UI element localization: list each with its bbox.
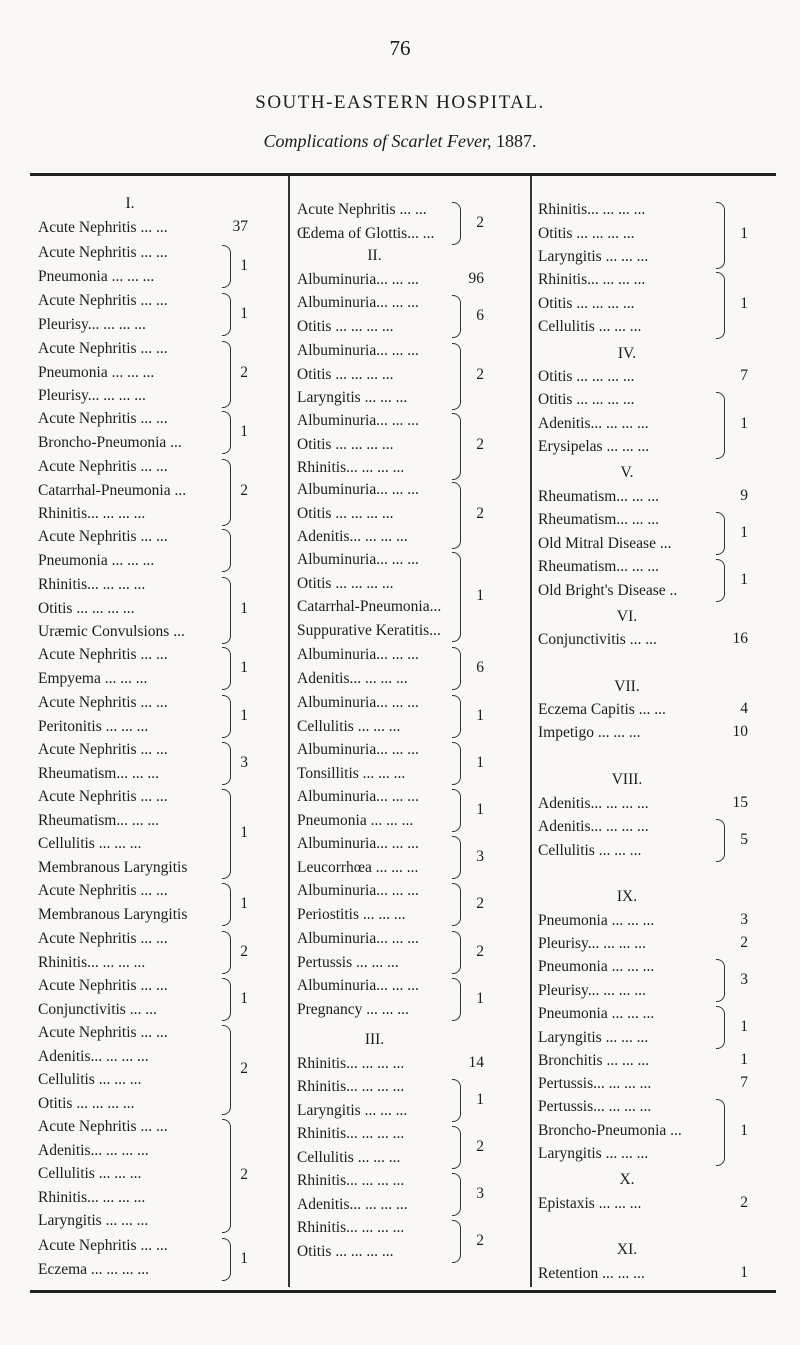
condition-label: Pertussis... ... ... ... xyxy=(538,1075,652,1092)
subtitle-text: Complications of Scarlet Fever, xyxy=(263,131,492,151)
case-count: 1 xyxy=(740,570,748,588)
condition-label: Epistaxis ... ... ... xyxy=(538,1195,642,1212)
condition-label: Rheumatism... ... ... xyxy=(38,764,159,782)
condition-label: Adenitis... ... ... ... xyxy=(297,669,408,687)
condition-label: Old Mitral Disease ... xyxy=(538,534,672,552)
condition-label: Otitis ... ... ... ... xyxy=(297,1242,394,1260)
condition-label: Pleurisy... ... ... ... xyxy=(538,981,646,999)
condition-label: Broncho-Pneumonia ... xyxy=(38,433,182,451)
case-count: 1 xyxy=(740,295,748,313)
case-count: 6 xyxy=(476,658,484,676)
condition-label: Rheumatism... ... ... xyxy=(538,511,659,528)
condition-label: Cellulitis ... ... ... xyxy=(38,1165,142,1182)
condition-label: Œdema of Glottis... ... xyxy=(297,224,435,242)
condition-label: Albuminuria... ... ... xyxy=(297,835,419,852)
column-divider xyxy=(530,176,532,1287)
case-count: 1 xyxy=(240,824,248,841)
condition-label: Uræmic Convulsions ... xyxy=(38,623,185,640)
case-count: 1 xyxy=(476,1090,484,1108)
condition-label: Acute Nephritis ... ... xyxy=(38,458,168,475)
condition-label: Laryngitis ... ... ... xyxy=(538,248,649,265)
condition-label: Eczema ... ... ... ... xyxy=(38,1260,150,1278)
case-count: 2 xyxy=(740,1194,748,1211)
case-count: 1 xyxy=(476,706,484,724)
condition-label: Bronchitis ... ... ... xyxy=(538,1052,650,1069)
condition-label: Laryngitis ... ... ... xyxy=(38,1212,149,1229)
condition-label: Erysipelas ... ... ... xyxy=(538,438,650,455)
condition-label: Adenitis... ... ... ... xyxy=(538,795,649,812)
condition-label: Acute Nephritis ... ... xyxy=(38,528,168,545)
condition-label: Leucorrhœa ... ... ... xyxy=(297,858,419,876)
case-count: 15 xyxy=(732,794,748,811)
condition-label: Pneumonia ... ... ... xyxy=(38,267,155,285)
case-count: 3 xyxy=(240,753,248,771)
condition-label: Acute Nephritis ... ... xyxy=(38,340,168,357)
condition-label: Rhinitis... ... ... ... xyxy=(297,459,405,476)
condition-label: Acute Nephritis ... ... xyxy=(38,292,168,309)
condition-label: Retention ... ... ... xyxy=(538,1265,645,1282)
condition-label: Pneumonia ... ... ... xyxy=(538,912,655,929)
condition-label: Pneumonia ... ... ... xyxy=(297,811,414,829)
condition-label: Acute Nephritis ... ... xyxy=(38,788,168,805)
condition-label: Pneumonia ... ... ... xyxy=(538,958,655,975)
case-count: 1 xyxy=(476,753,484,771)
section-heading: X. xyxy=(619,1171,635,1188)
condition-label: Conjunctivitis ... ... xyxy=(38,1000,157,1018)
condition-label: Albuminuria... ... ... xyxy=(297,977,419,994)
condition-label: Catarrhal-Pneumonia ... xyxy=(38,481,187,499)
case-count: 2 xyxy=(476,1137,484,1155)
condition-label: Acute Nephritis ... ... xyxy=(38,1024,168,1041)
condition-label: Cellulitis ... ... ... xyxy=(538,318,642,335)
condition-label: Old Bright's Disease .. xyxy=(538,581,678,599)
hospital-title: SOUTH-EASTERN HOSPITAL. xyxy=(255,92,545,113)
condition-label: Adenitis... ... ... ... xyxy=(38,1047,149,1065)
condition-label: Cellulitis ... ... ... xyxy=(297,717,401,735)
condition-label: Albuminuria... ... ... xyxy=(297,412,419,429)
case-count: 9 xyxy=(740,487,748,504)
condition-label: Acute Nephritis ... ... xyxy=(38,694,168,711)
case-count: 1 xyxy=(476,989,484,1007)
condition-label: Otitis ... ... ... ... xyxy=(538,224,635,242)
condition-label: Acute Nephritis ... ... xyxy=(38,1237,168,1254)
condition-label: Rhinitis... ... ... ... xyxy=(297,1172,405,1189)
condition-label: Rhinitis... ... ... ... xyxy=(297,1055,405,1072)
case-count: 1 xyxy=(740,225,748,243)
condition-label: Rhinitis... ... ... ... xyxy=(538,271,646,288)
section-heading: II. xyxy=(367,247,382,264)
case-count: 3 xyxy=(740,970,748,988)
case-count: 1 xyxy=(740,523,748,541)
condition-label: Albuminuria... ... ... xyxy=(297,551,419,568)
condition-label: Otitis ... ... ... ... xyxy=(297,435,394,453)
condition-label: Albuminuria... ... ... xyxy=(297,271,419,288)
condition-label: Albuminuria... ... ... xyxy=(297,882,419,899)
condition-label: Rhinitis... ... ... ... xyxy=(297,1219,405,1236)
condition-label: Rheumatism... ... ... xyxy=(538,558,659,575)
column-divider xyxy=(288,176,290,1287)
case-count: 1 xyxy=(740,1051,748,1068)
case-count: 14 xyxy=(468,1054,484,1071)
condition-label: Otitis ... ... ... ... xyxy=(297,574,394,592)
case-count: 1 xyxy=(740,1017,748,1035)
section-heading: XI. xyxy=(616,1241,638,1258)
condition-label: Membranous Laryngitis xyxy=(38,905,188,923)
condition-label: Acute Nephritis ... ... xyxy=(38,882,168,899)
condition-label: Otitis ... ... ... ... xyxy=(538,391,635,408)
condition-label: Suppurative Keratitis... xyxy=(297,621,441,639)
condition-label: Rhinitis... ... ... ... xyxy=(297,1078,405,1095)
case-count: 2 xyxy=(240,1060,248,1077)
condition-label: Rhinitis... ... ... ... xyxy=(38,1188,146,1206)
case-count: 16 xyxy=(732,630,748,647)
condition-label: Rhinitis... ... ... ... xyxy=(297,1125,405,1142)
condition-label: Albuminuria... ... ... xyxy=(297,741,419,758)
case-count: 96 xyxy=(468,270,484,287)
condition-label: Pneumonia ... ... ... xyxy=(538,1005,655,1022)
condition-label: Otitis ... ... ... ... xyxy=(297,365,394,383)
condition-label: Albuminuria... ... ... xyxy=(297,294,419,311)
case-count: 3 xyxy=(740,911,748,928)
case-count: 2 xyxy=(476,942,484,960)
condition-label: Laryngitis ... ... ... xyxy=(538,1028,649,1046)
condition-label: Laryngitis ... ... ... xyxy=(297,389,408,406)
section-heading: IX. xyxy=(616,888,638,905)
condition-label: Laryngitis ... ... ... xyxy=(538,1145,649,1162)
condition-label: Adenitis... ... ... ... xyxy=(38,1141,149,1159)
condition-label: Impetigo ... ... ... xyxy=(538,724,641,741)
condition-label: Cellulitis ... ... ... xyxy=(297,1148,401,1166)
condition-label: Rhinitis... ... ... ... xyxy=(538,201,646,218)
case-count: 1 xyxy=(240,894,248,912)
condition-label: Pneumonia ... ... ... xyxy=(38,551,155,569)
condition-label: Pertussis ... ... ... xyxy=(297,953,399,971)
condition-label: Albuminuria... ... ... xyxy=(297,481,419,498)
case-count: 1 xyxy=(476,800,484,818)
table-subtitle xyxy=(0,131,800,152)
case-count: 1 xyxy=(476,587,484,604)
case-count: 2 xyxy=(240,364,248,382)
condition-label: Acute Nephritis ... ... xyxy=(297,201,427,218)
grouping-brace xyxy=(222,529,231,572)
condition-label: Albuminuria... ... ... xyxy=(297,694,419,711)
condition-label: Periostitis ... ... ... xyxy=(297,905,406,923)
case-count: 2 xyxy=(476,505,484,523)
condition-label: Pneumonia ... ... ... xyxy=(38,363,155,381)
condition-label: Adenitis... ... ... ... xyxy=(538,414,649,432)
case-count: 3 xyxy=(476,847,484,865)
section-heading: V. xyxy=(620,464,634,481)
condition-label: Acute Nephritis ... ... xyxy=(38,244,168,261)
condition-label: Cellulitis ... ... ... xyxy=(38,835,142,852)
condition-label: Adenitis... ... ... ... xyxy=(538,818,649,835)
case-count: 1 xyxy=(740,1122,748,1140)
case-count: 2 xyxy=(240,482,248,500)
case-count: 5 xyxy=(740,830,748,848)
case-count: 3 xyxy=(476,1184,484,1202)
condition-label: Rheumatism... ... ... xyxy=(538,488,659,505)
case-count: 2 xyxy=(240,1165,248,1183)
condition-label: Tonsillitis ... ... ... xyxy=(297,764,406,782)
condition-label: Adenitis... ... ... ... xyxy=(297,1195,408,1213)
case-count: 10 xyxy=(732,723,748,740)
condition-label: Catarrhal-Pneumonia... xyxy=(297,598,442,615)
condition-label: Pleurisy... ... ... ... xyxy=(38,387,146,404)
condition-label: Pleurisy... ... ... ... xyxy=(38,315,146,333)
case-count: 7 xyxy=(740,1074,748,1091)
condition-label: Otitis ... ... ... ... xyxy=(297,504,394,522)
condition-label: Albuminuria... ... ... xyxy=(297,788,419,805)
section-heading: VII. xyxy=(614,678,640,695)
case-count: 1 xyxy=(240,304,248,322)
condition-label: Laryngitis ... ... ... xyxy=(297,1101,408,1119)
condition-label: Acute Nephritis ... ... xyxy=(38,219,168,236)
condition-label: Acute Nephritis ... ... xyxy=(38,977,168,994)
case-count: 2 xyxy=(476,436,484,454)
condition-label: Otitis ... ... ... ... xyxy=(538,294,635,312)
condition-label: Empyema ... ... ... xyxy=(38,669,148,687)
case-count: 1 xyxy=(240,706,248,724)
condition-label: Acute Nephritis ... ... xyxy=(38,646,168,663)
condition-label: Rhinitis... ... ... ... xyxy=(38,576,146,593)
condition-label: Acute Nephritis ... ... xyxy=(38,930,168,947)
case-count: 7 xyxy=(740,367,748,384)
case-count: 1 xyxy=(740,415,748,433)
condition-label: Otitis ... ... ... ... xyxy=(38,1094,135,1112)
case-count: 1 xyxy=(240,989,248,1007)
condition-label: Otitis ... ... ... ... xyxy=(38,599,135,617)
condition-label: Pregnancy ... ... ... xyxy=(297,1000,409,1018)
case-count: 1 xyxy=(240,256,248,274)
condition-label: Adenitis... ... ... ... xyxy=(297,528,408,545)
subtitle-year: 1887. xyxy=(495,131,537,151)
case-count: 2 xyxy=(476,213,484,231)
condition-label: Pertussis... ... ... ... xyxy=(538,1098,652,1115)
case-count: 1 xyxy=(240,658,248,676)
case-count: 2 xyxy=(476,366,484,384)
condition-label: Rhinitis... ... ... ... xyxy=(38,505,146,522)
condition-label: Albuminuria... ... ... xyxy=(297,646,419,663)
condition-label: Otitis ... ... ... ... xyxy=(297,317,394,335)
case-count: 37 xyxy=(232,218,248,235)
case-count: 2 xyxy=(476,894,484,912)
condition-label: Cellulitis ... ... ... xyxy=(538,841,642,859)
case-count: 2 xyxy=(476,1231,484,1249)
section-heading: VI. xyxy=(616,608,638,625)
section-heading: I. xyxy=(125,195,135,212)
case-count: 6 xyxy=(476,306,484,324)
condition-label: Albuminuria... ... ... xyxy=(297,342,419,359)
case-count: 2 xyxy=(740,934,748,951)
condition-label: Albuminuria... ... ... xyxy=(297,930,419,947)
section-heading: IV. xyxy=(617,345,637,362)
condition-label: Peritonitis ... ... ... xyxy=(38,717,149,735)
case-count: 1 xyxy=(240,1249,248,1267)
condition-label: Acute Nephritis ... ... xyxy=(38,1118,168,1135)
condition-label: Eczema Capitis ... ... xyxy=(538,701,666,718)
condition-label: Rhinitis... ... ... ... xyxy=(38,953,146,971)
condition-label: Otitis ... ... ... ... xyxy=(538,368,635,385)
case-count: 2 xyxy=(240,942,248,960)
condition-label: Conjunctivitis ... ... xyxy=(538,631,657,648)
section-heading: III. xyxy=(364,1031,385,1048)
case-count: 1 xyxy=(740,1264,748,1281)
condition-label: Broncho-Pneumonia ... xyxy=(538,1121,682,1139)
condition-label: Rheumatism... ... ... xyxy=(38,811,159,829)
condition-label: Cellulitis ... ... ... xyxy=(38,1071,142,1088)
condition-label: Membranous Laryngitis xyxy=(38,858,188,876)
page-number: 76 xyxy=(389,36,411,60)
condition-label: Pleurisy... ... ... ... xyxy=(538,935,646,952)
condition-label: Acute Nephritis ... ... xyxy=(38,410,168,427)
condition-label: Acute Nephritis ... ... xyxy=(38,741,168,758)
section-heading: VIII. xyxy=(611,771,643,788)
case-count: 1 xyxy=(240,422,248,440)
case-count: 1 xyxy=(240,600,248,618)
case-count: 4 xyxy=(740,700,748,717)
